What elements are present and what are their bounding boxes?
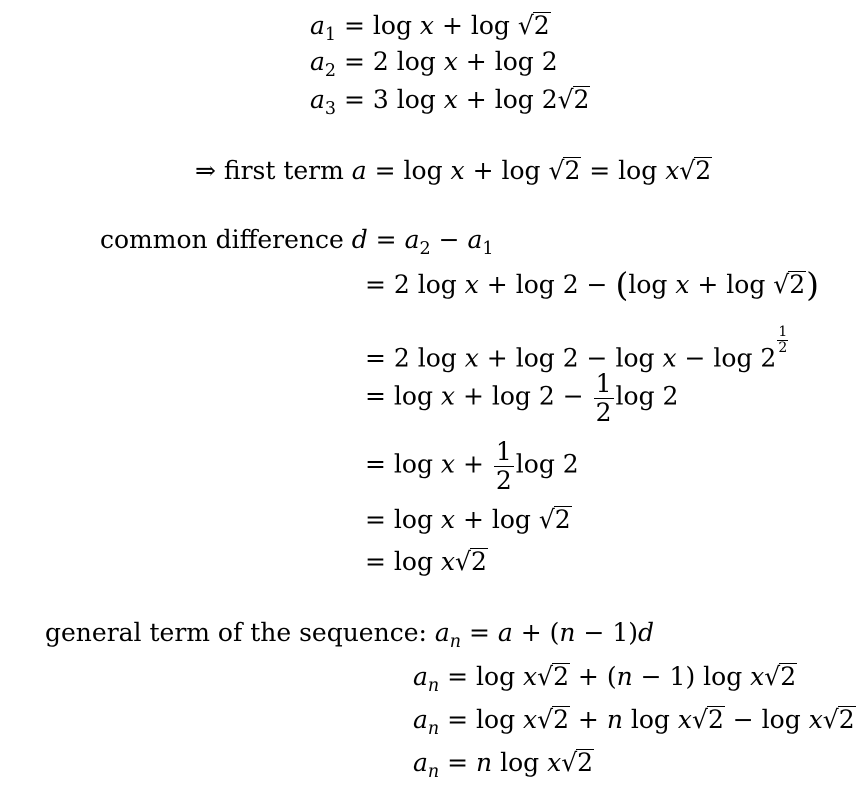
var-a: a bbox=[310, 85, 325, 114]
var-n: n bbox=[606, 705, 623, 734]
denominator: 2 bbox=[595, 397, 612, 427]
var-a: a bbox=[413, 662, 428, 691]
expr: − 1) bbox=[575, 618, 639, 647]
step-1 bbox=[365, 265, 819, 304]
expr: − log bbox=[724, 705, 809, 734]
common-difference-line bbox=[100, 227, 494, 259]
step-6 bbox=[365, 548, 488, 575]
common-difference-label: common difference bbox=[100, 225, 352, 254]
radicand: 2 bbox=[577, 748, 594, 777]
expr: = log bbox=[365, 547, 441, 576]
var-x: x bbox=[464, 343, 479, 373]
sqrt: √2 bbox=[537, 705, 569, 734]
subscript: 1 bbox=[324, 25, 337, 46]
first-term-label: ⇒ first term bbox=[195, 156, 352, 185]
expr: log bbox=[492, 748, 548, 777]
expr: + log 2 − log bbox=[478, 343, 663, 373]
var-x: x bbox=[450, 156, 465, 185]
var-x: x bbox=[440, 505, 456, 534]
expr: = 3 log bbox=[344, 85, 444, 114]
radicand: 2 bbox=[470, 547, 487, 576]
var-x: x bbox=[547, 748, 562, 777]
var-a: a bbox=[434, 618, 450, 647]
denominator: 2 bbox=[495, 465, 512, 495]
var-x: x bbox=[443, 85, 458, 114]
var-n: n bbox=[476, 748, 493, 777]
fraction bbox=[594, 370, 614, 426]
radicand: 2 bbox=[573, 85, 590, 114]
expr: log 2 bbox=[515, 449, 579, 479]
expr: = 2 log bbox=[344, 47, 444, 76]
expr: + bbox=[569, 705, 607, 734]
sqrt: √2 bbox=[548, 156, 581, 185]
expr: = bbox=[367, 225, 405, 254]
sqrt: √2 bbox=[538, 505, 571, 534]
general-term-line bbox=[45, 620, 654, 652]
var-a: a bbox=[310, 11, 325, 40]
var-n: n bbox=[616, 662, 633, 691]
fraction bbox=[494, 438, 514, 494]
var-d: d bbox=[351, 225, 368, 254]
expr: + log 2 − bbox=[455, 381, 592, 411]
var-x: x bbox=[523, 705, 538, 734]
eq-a2 bbox=[310, 49, 558, 81]
radicand: 2 bbox=[553, 662, 569, 691]
step-2 bbox=[365, 324, 790, 373]
expr: = 2 log bbox=[365, 270, 465, 299]
var-a: a bbox=[413, 748, 428, 777]
var-x: x bbox=[808, 705, 823, 734]
numerator: 1 bbox=[495, 437, 512, 466]
expr: = log bbox=[439, 705, 524, 734]
sqrt: √2 bbox=[679, 156, 712, 185]
radicand: 2 bbox=[533, 11, 550, 40]
paren: ( bbox=[615, 265, 629, 304]
expr: = log bbox=[344, 11, 420, 40]
sqrt: √2 bbox=[537, 662, 569, 691]
sqrt: √2 bbox=[692, 705, 724, 734]
sqrt: √2 bbox=[561, 748, 594, 777]
expr: = log bbox=[581, 156, 666, 185]
radicand: 2 bbox=[789, 270, 806, 299]
paren: ) bbox=[806, 265, 819, 304]
numerator: 1 bbox=[778, 324, 788, 340]
expr: + log bbox=[464, 156, 549, 185]
var-x: x bbox=[665, 156, 680, 185]
var-a: a bbox=[497, 618, 513, 647]
radicand: 2 bbox=[554, 505, 571, 534]
expr: + bbox=[455, 449, 492, 479]
expr: = log bbox=[365, 449, 441, 479]
radicand: 2 bbox=[780, 662, 797, 691]
numerator: 1 bbox=[595, 369, 612, 398]
subscript-n: n bbox=[427, 676, 440, 697]
var-x: x bbox=[440, 547, 456, 576]
sqrt: √2 bbox=[822, 705, 855, 734]
subscript-n: n bbox=[449, 632, 462, 653]
expr: − bbox=[430, 225, 468, 254]
general-term-label: general term of the sequence: bbox=[45, 618, 435, 647]
expr: = log bbox=[366, 156, 451, 185]
subscript: 1 bbox=[482, 239, 494, 260]
denominator: 2 bbox=[778, 340, 788, 357]
subscript-n: n bbox=[427, 762, 440, 783]
step-4 bbox=[365, 438, 579, 494]
general-step-1 bbox=[413, 663, 797, 696]
expr: log bbox=[622, 705, 678, 734]
expr: = log bbox=[365, 381, 441, 411]
expr: + ( bbox=[512, 618, 560, 647]
expr: log bbox=[628, 270, 676, 299]
sqrt: √2 bbox=[764, 662, 797, 691]
radicand: 2 bbox=[553, 705, 569, 734]
expr: + log 2 − bbox=[478, 270, 616, 299]
var-x: x bbox=[677, 705, 692, 734]
expr: − 1) log bbox=[632, 662, 751, 691]
sqrt: √2 bbox=[517, 11, 550, 40]
sqrt: √2 bbox=[455, 547, 487, 576]
expr: − log 2 bbox=[676, 343, 777, 373]
expr: + log 2 bbox=[457, 47, 558, 76]
var-a: a bbox=[404, 225, 420, 254]
radicand: 2 bbox=[564, 156, 581, 185]
expr: = log bbox=[439, 662, 524, 691]
var-a: a bbox=[467, 225, 483, 254]
var-a: a bbox=[351, 156, 367, 185]
expr: + log bbox=[455, 505, 539, 534]
step-3 bbox=[365, 370, 678, 426]
expr: = 2 log bbox=[365, 343, 465, 373]
expr: = bbox=[461, 618, 498, 647]
var-x: x bbox=[440, 449, 456, 479]
exponent-fraction bbox=[777, 325, 788, 357]
var-x: x bbox=[675, 270, 690, 299]
var-x: x bbox=[750, 662, 765, 691]
eq-a1 bbox=[310, 12, 551, 45]
var-x: x bbox=[443, 47, 458, 76]
var-x: x bbox=[523, 662, 538, 691]
var-d: d bbox=[638, 618, 655, 647]
expr: + log bbox=[689, 270, 774, 299]
expr: + log 2 bbox=[457, 85, 558, 114]
eq-a3 bbox=[310, 86, 590, 119]
var-x: x bbox=[662, 343, 677, 373]
var-a: a bbox=[310, 47, 325, 76]
step-5 bbox=[365, 506, 572, 533]
expr: = log bbox=[365, 505, 441, 534]
general-step-2 bbox=[413, 706, 856, 739]
sqrt: √2 bbox=[773, 270, 806, 299]
subscript: 2 bbox=[419, 239, 431, 260]
var-a: a bbox=[413, 705, 428, 734]
general-step-3 bbox=[413, 749, 594, 782]
subscript-n: n bbox=[427, 719, 440, 740]
sqrt: √2 bbox=[557, 85, 590, 114]
first-term-line bbox=[195, 157, 712, 184]
var-n: n bbox=[559, 618, 576, 647]
radicand: 2 bbox=[838, 705, 855, 734]
radicand: 2 bbox=[707, 705, 724, 734]
expr: = bbox=[439, 748, 477, 777]
radicand: 2 bbox=[695, 156, 712, 185]
var-x: x bbox=[419, 11, 435, 40]
subscript: 2 bbox=[324, 61, 337, 82]
expr: + ( bbox=[569, 662, 617, 691]
var-x: x bbox=[464, 270, 479, 299]
expr: + log bbox=[434, 11, 518, 40]
expr: log 2 bbox=[615, 381, 679, 411]
var-x: x bbox=[440, 381, 456, 411]
subscript: 3 bbox=[324, 99, 337, 120]
